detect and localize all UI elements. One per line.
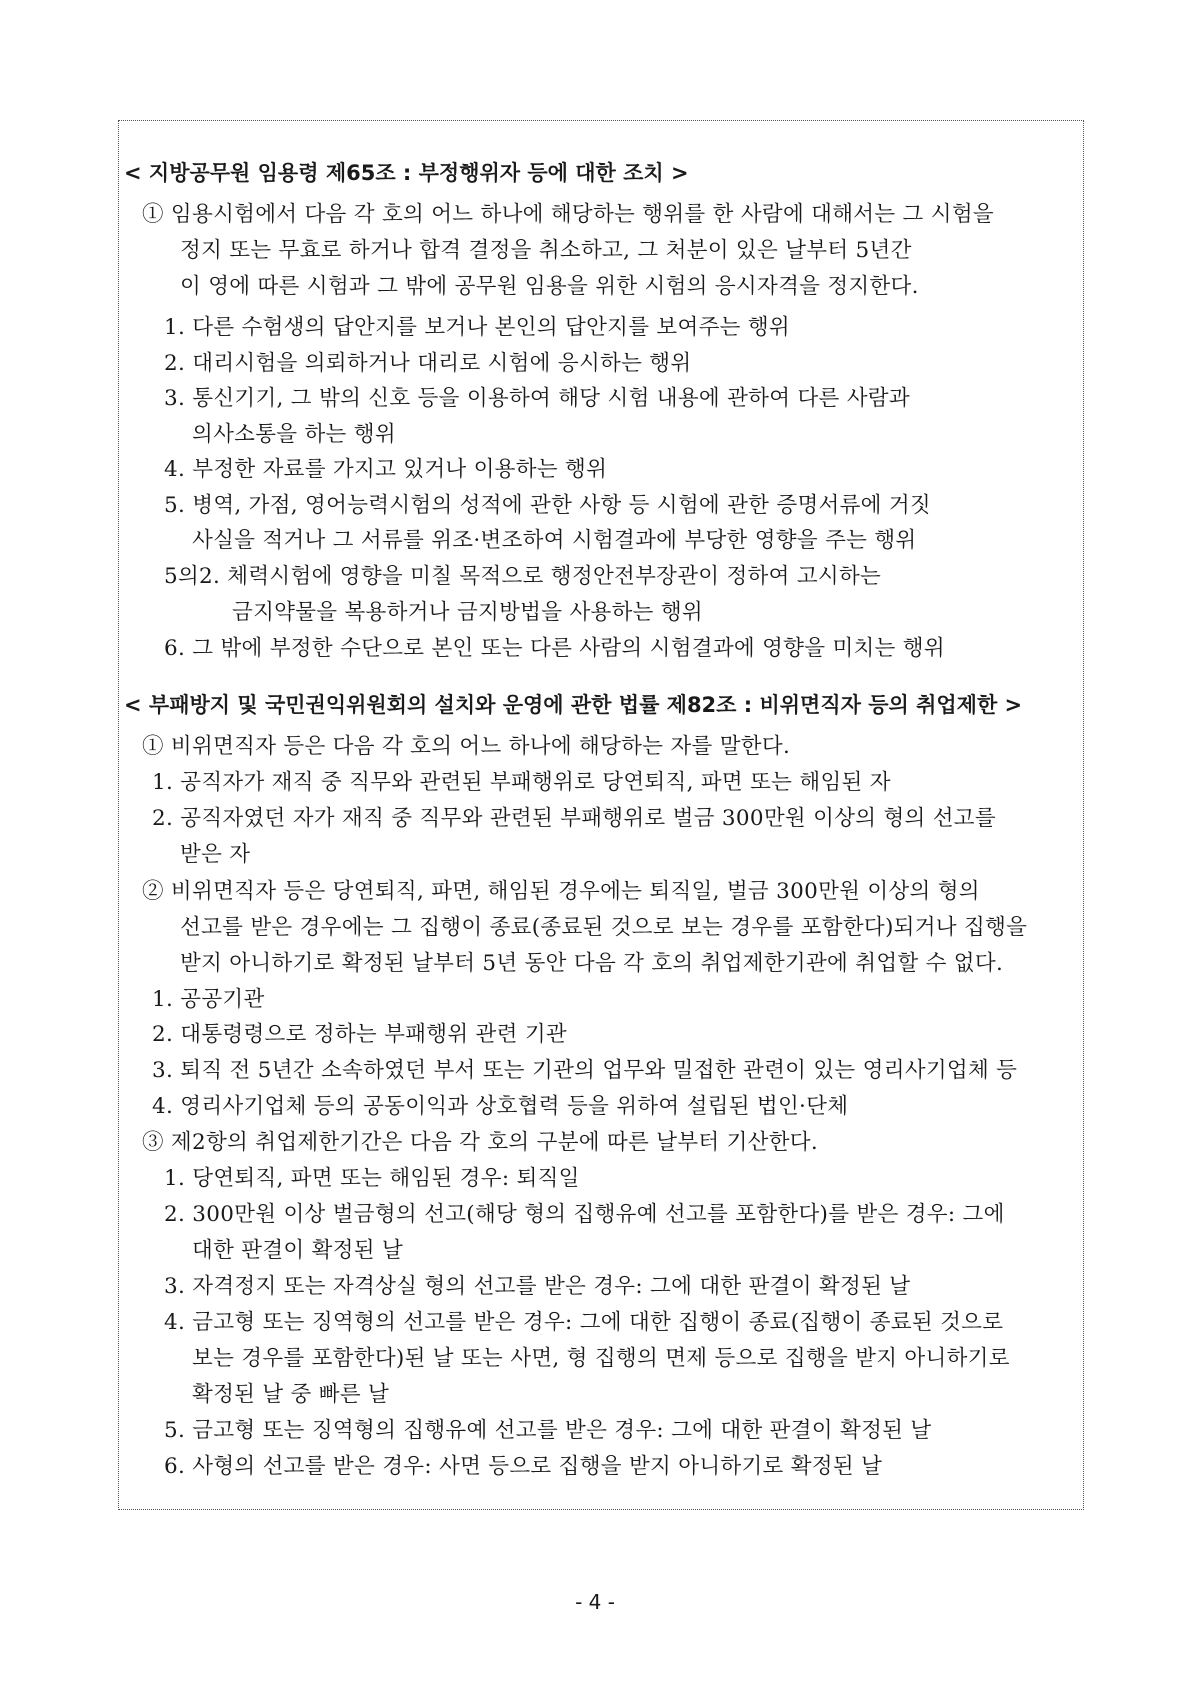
section2-clause-1-item-1: 1. 공직자가 재직 중 직무와 관련된 부패행위로 당연퇴직, 파면 또는 해임된 자 (152, 770, 891, 795)
section1-item-5-2-cont: 금지약물을 복용하거나 금지방법을 사용하는 행위 (232, 600, 703, 625)
section1-item-4: 4. 부정한 자료를 가지고 있거나 이용하는 행위 (164, 457, 608, 482)
section2-clause-3-item-5: 5. 금고형 또는 징역형의 집행유예 선고를 받은 경우: 그에 대한 판결이 확정된 날 (164, 1418, 932, 1443)
section2-clause-1-item-2-cont: 받은 자 (180, 842, 251, 867)
section2-clause-3-item-2: 2. 300만원 이상 벌금형의 선고(해당 형의 집행유예 선고를 포함한다)를 받은 경우: 그에 (164, 1202, 1005, 1227)
section1-item-3-cont: 의사소통을 하는 행위 (192, 422, 396, 447)
section1-clause-1-cont: 이 영에 따른 시험과 그 밖에 공무원 임용을 위한 시험의 응시자격을 정지한다. (180, 274, 919, 299)
section2-clause-2-item-2: 2. 대통령령으로 정하는 부패행위 관련 기관 (152, 1022, 567, 1047)
section2-clause-3-item-4-cont: 보는 경우를 포함한다)된 날 또는 사면, 형 집행의 면제 등으로 집행을 받지 아니하기로 (192, 1346, 1010, 1371)
section1-item-1: 1. 다른 수험생의 답안지를 보거나 본인의 답안지를 보여주는 행위 (164, 315, 790, 340)
section1-clause-1-cont: 정지 또는 무효로 하거나 합격 결정을 취소하고, 그 처분이 있은 날부터 5년간 (180, 238, 912, 263)
section2-clause-2: ② 비위면직자 등은 당연퇴직, 파면, 해임된 경우에는 퇴직일, 벌금 300만원 이상의 형의 (142, 879, 980, 904)
section2-clause-2-cont: 받지 아니하기로 확정된 날부터 5년 동안 다음 각 호의 취업제한기관에 취업할 수 없다. (180, 951, 1004, 976)
section1-clause-1: ① 임용시험에서 다음 각 호의 어느 하나에 해당하는 행위를 한 사람에 대해서는 그 시험을 (142, 202, 994, 227)
section1-item-2: 2. 대리시험을 의뢰하거나 대리로 시험에 응시하는 행위 (164, 351, 692, 376)
section2-clause-1-item-2: 2. 공직자였던 자가 재직 중 직무와 관련된 부패행위로 벌금 300만원 이상의 형의 선고를 (152, 806, 996, 831)
section1-item-3: 3. 통신기기, 그 밖의 신호 등을 이용하여 해당 시험 내용에 관하여 다른 사람과 (164, 386, 910, 411)
section2-clause-2-item-3: 3. 퇴직 전 5년간 소속하였던 부서 또는 기관의 업무와 밀접한 관련이 있는 영리사기업체 등 (152, 1058, 1018, 1083)
section1-item-5: 5. 병역, 가점, 영어능력시험의 성적에 관한 사항 등 시험에 관한 증명서류에 거짓 (164, 493, 931, 518)
section1-item-5-2: 5의2. 체력시험에 영향을 미칠 목적으로 행정안전부장관이 정하여 고시하는 (164, 564, 882, 589)
section2-clause-3-item-1: 1. 당연퇴직, 파면 또는 해임된 경우: 퇴직일 (164, 1166, 580, 1191)
section2-clause-1: ① 비위면직자 등은 다음 각 호의 어느 하나에 해당하는 자를 말한다. (142, 734, 791, 759)
section2-heading: < 부패방지 및 국민권익위원회의 설치와 운영에 관한 법률 제82조 : 비위면직자 등의 취업제한 > (124, 693, 1023, 717)
section2-clause-3: ③ 제2항의 취업제한기간은 다음 각 호의 구분에 따른 날부터 기산한다. (142, 1130, 818, 1155)
section1-item-6: 6. 그 밖에 부정한 수단으로 본인 또는 다른 사람의 시험결과에 영향을 미치는 행위 (164, 636, 945, 661)
section2-clause-3-item-4-cont: 확정된 날 중 빠른 날 (192, 1382, 390, 1407)
section2-clause-3-item-6: 6. 사형의 선고를 받은 경우: 사면 등으로 집행을 받지 아니하기로 확정된 날 (164, 1454, 883, 1479)
section2-clause-3-item-3: 3. 자격정지 또는 자격상실 형의 선고를 받은 경우: 그에 대한 판결이 확정된 날 (164, 1274, 911, 1299)
section1-heading: < 지방공무원 임용령 제65조 : 부정행위자 등에 대한 조치 > (124, 161, 689, 185)
section2-clause-2-cont: 선고를 받은 경우에는 그 집행이 종료(종료된 것으로 보는 경우를 포함한다)되거나 집행을 (180, 915, 1028, 940)
section2-clause-2-item-1: 1. 공공기관 (152, 987, 265, 1012)
section2-clause-2-item-4: 4. 영리사기업체 등의 공동이익과 상호협력 등을 위하여 설립된 법인·단체 (152, 1094, 849, 1119)
section2-clause-3-item-4: 4. 금고형 또는 징역형의 선고를 받은 경우: 그에 대한 집행이 종료(집행이 종료된 것으로 (164, 1310, 1004, 1335)
page-number: - 4 - (575, 1590, 615, 1614)
section2-clause-3-item-2-cont: 대한 판결이 확정된 날 (192, 1238, 404, 1263)
section1-item-5-cont: 사실을 적거나 그 서류를 위조·변조하여 시험결과에 부당한 영향을 주는 행위 (192, 528, 917, 553)
